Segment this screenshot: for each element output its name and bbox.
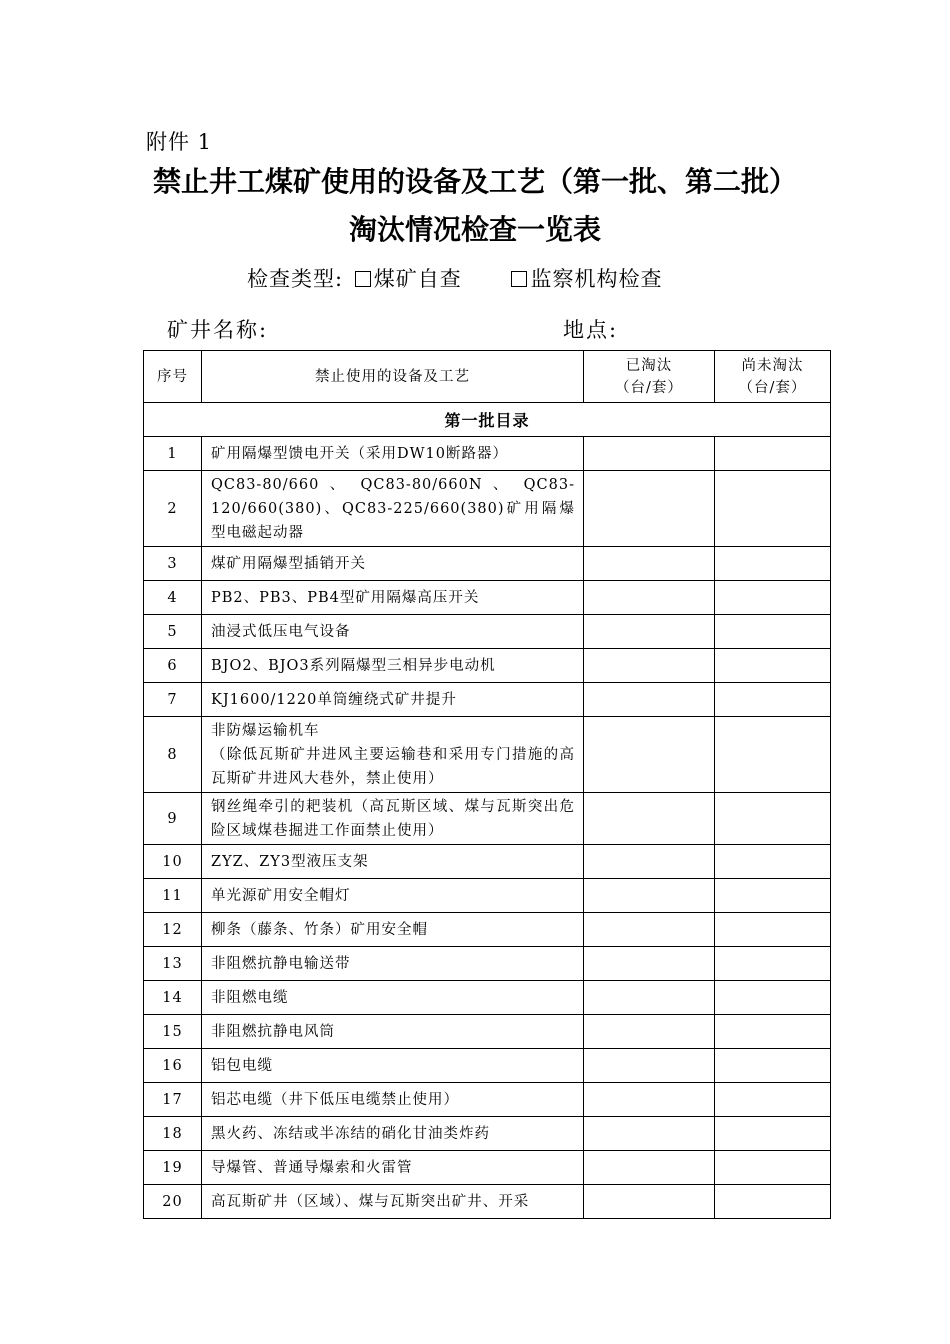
row-item: KJ1600/1220单筒缠绕式矿井提升 (202, 683, 584, 717)
row-item: 高瓦斯矿井（区域）、煤与瓦斯突出矿井、开采 (202, 1185, 584, 1219)
row-item (202, 717, 584, 793)
table-row (144, 649, 831, 683)
row-item: QC83-80/660 、 QC83-80/660N 、 QC83-120/660(380)、QC83-225/660(380)矿用隔爆型电磁起动器 (202, 471, 584, 547)
cell-not-eliminated[interactable] (715, 913, 831, 947)
row-item: 铝芯电缆（井下低压电缆禁止使用） (202, 1083, 584, 1117)
cell-eliminated[interactable] (584, 437, 715, 471)
row-item: 黑火药、冻结或半冻结的硝化甘油类炸药 (202, 1117, 584, 1151)
row-number: 1 (144, 437, 202, 471)
row-number: 9 (144, 793, 202, 845)
cell-not-eliminated[interactable] (715, 981, 831, 1015)
cell-eliminated[interactable] (584, 879, 715, 913)
row-item: 钢丝绳牵引的耙装机（高瓦斯区域、煤与瓦斯突出危险区域煤巷掘进工作面禁止使用） (202, 793, 584, 845)
table-row (144, 845, 831, 879)
cell-not-eliminated[interactable] (715, 717, 831, 793)
cell-not-eliminated[interactable] (715, 581, 831, 615)
header-eliminated-line1: 已淘汰 (625, 357, 673, 374)
cell-not-eliminated[interactable] (715, 683, 831, 717)
row-item: BJO2、BJO3系列隔爆型三相异步电动机 (202, 649, 584, 683)
cell-eliminated[interactable] (584, 1117, 715, 1151)
table-row (144, 471, 831, 547)
header-seq: 序号 (144, 351, 202, 403)
table-row (144, 981, 831, 1015)
cell-not-eliminated[interactable] (715, 471, 831, 547)
cell-not-eliminated[interactable] (715, 649, 831, 683)
row-number: 2 (144, 471, 202, 547)
cell-not-eliminated[interactable] (715, 547, 831, 581)
document-title-line2: 淘汰情况检查一览表 (348, 213, 601, 246)
row-item: 油浸式低压电气设备 (202, 615, 584, 649)
cell-eliminated[interactable] (584, 1049, 715, 1083)
document-title-line1: 禁止井工煤矿使用的设备及工艺（第一批、第二批） (152, 165, 797, 198)
row-item: 矿用隔爆型馈电开关（采用DW10断路器） (202, 437, 584, 471)
mine-name-label: 矿井名称: (167, 318, 269, 342)
cell-not-eliminated[interactable] (715, 1049, 831, 1083)
section-title: 第一批目录 (144, 403, 831, 437)
row-item-main: 非防爆运输机车 (211, 722, 320, 739)
inspection-table (143, 350, 831, 1219)
cell-not-eliminated[interactable] (715, 1117, 831, 1151)
table-row (144, 1151, 831, 1185)
table-row (144, 615, 831, 649)
annex-label: 附件 1 (146, 130, 213, 154)
check-option-supervision: 监察机构检查 (530, 267, 663, 291)
row-number: 20 (144, 1185, 202, 1219)
table-header-row (144, 351, 831, 403)
row-item: ZYZ、ZY3型液压支架 (202, 845, 584, 879)
cell-eliminated[interactable] (584, 793, 715, 845)
row-item: 导爆管、普通导爆索和火雷管 (202, 1151, 584, 1185)
cell-not-eliminated[interactable] (715, 615, 831, 649)
row-item: 非阻燃抗静电输送带 (202, 947, 584, 981)
cell-eliminated[interactable] (584, 947, 715, 981)
table-row (144, 683, 831, 717)
row-item: 煤矿用隔爆型插销开关 (202, 547, 584, 581)
cell-not-eliminated[interactable] (715, 793, 831, 845)
row-number: 19 (144, 1151, 202, 1185)
cell-not-eliminated[interactable] (715, 1015, 831, 1049)
cell-eliminated[interactable] (584, 1083, 715, 1117)
section-row (144, 403, 831, 437)
cell-eliminated[interactable] (584, 547, 715, 581)
row-number: 17 (144, 1083, 202, 1117)
header-eliminated (584, 351, 715, 403)
cell-not-eliminated[interactable] (715, 947, 831, 981)
table-row (144, 717, 831, 793)
table-row (144, 947, 831, 981)
row-number: 12 (144, 913, 202, 947)
row-number: 4 (144, 581, 202, 615)
check-type-line (247, 263, 662, 293)
header-eliminated-line2: （台/套） (615, 379, 683, 396)
row-number: 7 (144, 683, 202, 717)
cell-eliminated[interactable] (584, 1015, 715, 1049)
cell-not-eliminated[interactable] (715, 879, 831, 913)
cell-eliminated[interactable] (584, 471, 715, 547)
row-number: 18 (144, 1117, 202, 1151)
check-type-label: 检查类型: (247, 267, 344, 291)
cell-eliminated[interactable] (584, 913, 715, 947)
row-number: 15 (144, 1015, 202, 1049)
table-row (144, 1015, 831, 1049)
checkbox-supervision-check[interactable] (511, 271, 527, 287)
row-number: 8 (144, 717, 202, 793)
cell-not-eliminated[interactable] (715, 1083, 831, 1117)
header-item: 禁止使用的设备及工艺 (202, 351, 584, 403)
row-number: 11 (144, 879, 202, 913)
row-number: 3 (144, 547, 202, 581)
row-number: 16 (144, 1049, 202, 1083)
location-label: 地点: (563, 318, 619, 342)
cell-eliminated[interactable] (584, 717, 715, 793)
table-row (144, 1049, 831, 1083)
cell-eliminated[interactable] (584, 981, 715, 1015)
table-row (144, 1083, 831, 1117)
table-row (144, 1117, 831, 1151)
cell-eliminated[interactable] (584, 845, 715, 879)
row-number: 6 (144, 649, 202, 683)
cell-eliminated[interactable] (584, 581, 715, 615)
row-item: 柳条（藤条、竹条）矿用安全帽 (202, 913, 584, 947)
table-row (144, 581, 831, 615)
row-item: 铝包电缆 (202, 1049, 584, 1083)
row-item: 非阻燃抗静电风筒 (202, 1015, 584, 1049)
row-number: 10 (144, 845, 202, 879)
cell-not-eliminated[interactable] (715, 437, 831, 471)
table-row (144, 437, 831, 471)
row-number: 5 (144, 615, 202, 649)
cell-not-eliminated[interactable] (715, 845, 831, 879)
table-row (144, 1185, 831, 1219)
row-item: PB2、PB3、PB4型矿用隔爆高压开关 (202, 581, 584, 615)
table-row (144, 547, 831, 581)
cell-not-eliminated[interactable] (715, 1185, 831, 1219)
cell-not-eliminated[interactable] (715, 1151, 831, 1185)
table-row (144, 913, 831, 947)
header-not-eliminated (715, 351, 831, 403)
row-item: 单光源矿用安全帽灯 (202, 879, 584, 913)
row-number: 13 (144, 947, 202, 981)
cell-eliminated[interactable] (584, 615, 715, 649)
table-row (144, 793, 831, 845)
cell-eliminated[interactable] (584, 649, 715, 683)
cell-eliminated[interactable] (584, 1185, 715, 1219)
checkbox-self-check[interactable] (355, 271, 371, 287)
check-option-self: 煤矿自查 (373, 267, 462, 291)
row-number: 14 (144, 981, 202, 1015)
row-item-note: （除低瓦斯矿井进风主要运输巷和采用专门措施的高瓦斯矿井进风大巷外，禁止使用） (211, 746, 575, 787)
table-row (144, 879, 831, 913)
header-not-eliminated-line1: 尚未淘汰 (741, 357, 804, 374)
header-not-eliminated-line2: （台/套） (738, 379, 807, 396)
row-item: 非阻燃电缆 (202, 981, 584, 1015)
cell-eliminated[interactable] (584, 683, 715, 717)
cell-eliminated[interactable] (584, 1151, 715, 1185)
